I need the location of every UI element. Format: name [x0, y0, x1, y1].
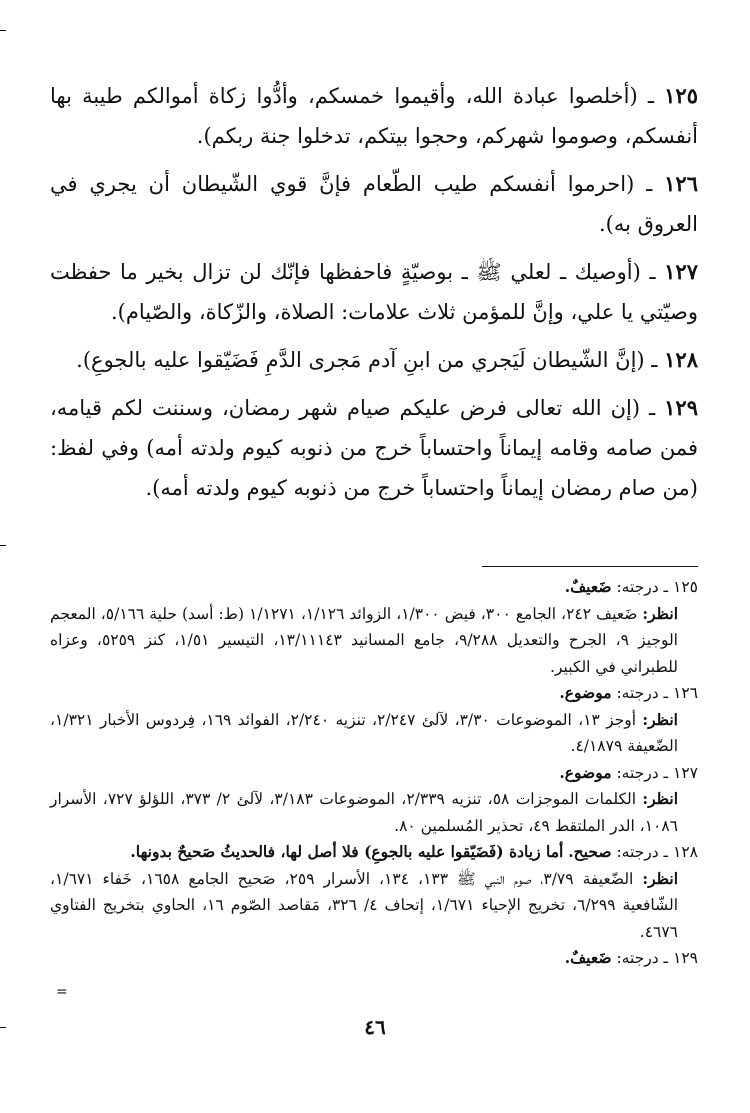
footnote-head: ١٢٧ ـ درجته:: [616, 763, 698, 782]
footnote-head: ١٢٦ ـ درجته:: [616, 684, 698, 702]
footnote-grade-line: [50, 680, 698, 707]
footnote-grade: ضَعيفٌ.: [564, 577, 612, 596]
footnote-sources-text: أوجز ١٣، الموضوعات ٣/٣٠، لآلئ ٢/٢٤٧، تنزيه ٢/٢٤٠، الفوائد ١٦٩، فِردوس الأخبار ١/٣٢١، الضّعيفة ٤/١٨٧٩.: [50, 710, 678, 755]
hadith-number: ١٢٧: [664, 259, 698, 284]
footnote-look-label: انظر:: [642, 603, 678, 623]
footnote-look-label: انظر:: [642, 868, 678, 888]
footnote-grade: موضوع.: [559, 762, 612, 782]
scan-edge-tick: [0, 545, 6, 546]
footnote-head: ١٢٥ ـ درجته:: [616, 578, 698, 596]
hadith-text: ـ (احرموا أنفسكم طيب الطّعام فإنَّ قوي الشّيطان أن يجري في العروق به).: [50, 172, 698, 236]
main-text: [50, 76, 698, 516]
scan-edge-tick: [0, 1027, 6, 1028]
footnote-grade-line: [50, 945, 698, 972]
footnote-sources-text: الكلمات الموجزات ٥٨، تنزيه ٢/٣٣٩، الموضوعات ٣/١٨٣، لآلئ ٢/ ٣٧٣، اللؤلؤ ٧٢٧، الأسرار ١٠٨٦، الدر الملتقط ٤٩، تحذير المُسلمين ٨٠.: [50, 790, 678, 835]
footnote-grade: صحيح.: [568, 842, 612, 861]
footnote-sources: [50, 601, 698, 681]
hadith-text: ـ (أخلصوا عبادة الله، وأقيموا خمسكم، وأدُّوا زكاة أموالكم طيبة بها أنفسكم، وصوموا شهركم، وحجوا بيتكم، تدخلوا جنة ربكم).: [50, 84, 698, 148]
footnote-sources-text: ضَعيف ٢٤٢، الجامع ٣٠٠، فيض ١/٣٠٠، الزوائد ١/١٢٦، ١/١٢٧١ (ط: أسد) حلية ٥/١٦٦، المعجم الوجيز ٩، الجرح والتعديل ٩/٢٨٨، جامع المسانيد ١٣/١١١٤٣، التيسير ١/٥١، كنز ٥٢٥٩، وعزاه للطبراني في الكبير.: [50, 604, 678, 676]
hadith-text: ـ (إنَّ الشّيطان لَيَجري من ابنِ آدم مَجرى الدَّمِ فَضَيّقوا عليه بالجوعِ).: [76, 348, 658, 372]
margin-mark: =: [56, 984, 68, 1000]
footnote-sources: [50, 866, 698, 946]
footnote-sources-text: الضّعيفة ٣/٧٩، صوم النبي ﷺ ١٣٣، ١٣٤، الأسرار ٢٥٩، صَحيح الجامع ١٦٥٨، خَفاء ١/٦٧١، الشّافعية ٦/٢٩٩، تخريج الإحياء ١/٦٧١، إتحاف ٤/ ٣٢٦، مَقاصد الصّوم ١٦، الحاوي بتخريج الفتاوي ٤٦٧٦.: [50, 869, 679, 941]
scan-edge-tick: [0, 30, 6, 31]
footnote-look-label: انظر:: [642, 709, 678, 729]
footnotes: [50, 574, 698, 972]
hadith-text: ـ (إن الله تعالى فرض عليكم صيام شهر رمضان، وسننت لكم قيامه، فمن صامه وقامه إيماناً واحتساباً خرج من ذنوبه كيوم ولدته أمه) وفي لفظ: (من صام رمضان إيماناً واحتساباً خرج من ذنوبه كيوم ولدته أمه).: [50, 396, 698, 500]
footnote-extra: أما زيادة (فَضَيّقوا عليه بالجوعِ) فلا أصل لها، فالحديثُ صَحيحٌ بدونها.: [130, 842, 564, 861]
hadith-number: ١٢٨: [664, 347, 698, 372]
hadith-paragraph: [50, 388, 698, 508]
hadith-number: ١٢٥: [664, 83, 698, 108]
footnote-grade-line: [50, 760, 698, 787]
footnote-grade-line: [50, 574, 698, 601]
hadith-text: ـ (أوصيك ـ لعلي ﷺ ـ بوصيّةٍ فاحفظها فإنّك لن تزال بخير ما حفظت وصيّتي يا علي، وإنَّ للمؤمن ثلاث علامات: الصلاة، والزّكاة، والصّيام).: [50, 260, 698, 324]
footnote-sources: [50, 786, 698, 839]
hadith-paragraph: [50, 76, 698, 156]
footnote-sources: [50, 707, 698, 760]
footnote-head: ١٢٨ ـ درجته:: [616, 843, 698, 861]
footnote-grade-line: [50, 839, 698, 866]
hadith-number: ١٢٩: [664, 395, 698, 420]
footnote-grade: موضوع.: [559, 683, 612, 702]
footnote-look-label: انظر:: [642, 789, 678, 808]
hadith-number: ١٢٦: [664, 171, 698, 196]
hadith-paragraph: [50, 340, 698, 380]
hadith-paragraph: [50, 164, 698, 244]
footnote-grade: ضَعيفٌ.: [564, 948, 612, 967]
hadith-paragraph: [50, 252, 698, 332]
footnote-separator: [482, 566, 698, 567]
page-number: ٤٦: [364, 1015, 386, 1039]
footnote-head: ١٢٩ ـ درجته:: [616, 949, 698, 967]
